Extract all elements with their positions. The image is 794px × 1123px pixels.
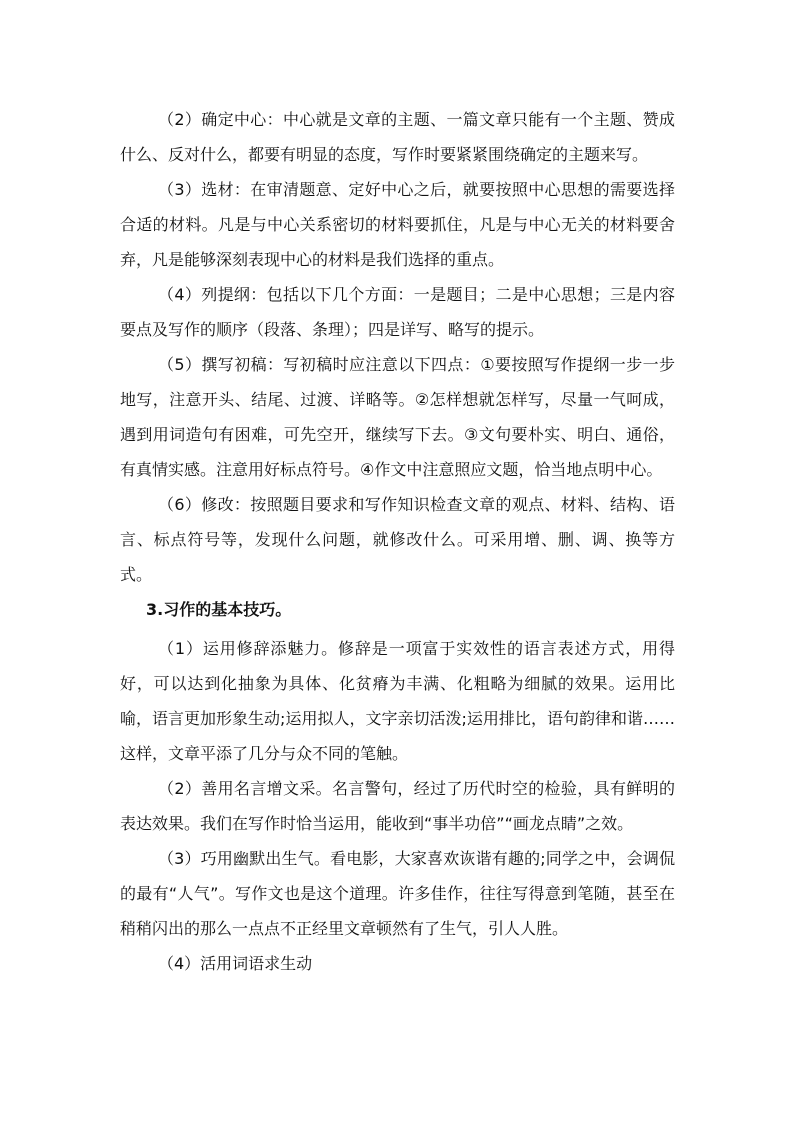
paragraph-determine-center: （2）确定中心：中心就是文章的主题、一篇文章只能有一个主题、赞成什么、反对什么，都要有明显的态度，写作时要紧紧围绕确定的主题来写。 bbox=[120, 110, 675, 164]
tip-humor: （3）巧用幽默出生气。看电影，大家喜欢诙谐有趣的;同学之中，会调侃的最有“人气”。写作文也是这个道理。许多佳作，往往写得意到笔随，甚至在稍稍闪出的那么一点点不正经里文章顿然有了生气，引人人胜。 bbox=[120, 849, 675, 938]
paragraph-revise: （6）修改：按照题目要求和写作知识检查文章的观点、材料、结构、语言、标点符号等，发现什么问题，就修改什么。可采用增、删、调、换等方式。 bbox=[120, 495, 675, 584]
tip-rhetoric: （1）运用修辞添魅力。修辞是一项富于实效性的语言表述方式，用得好，可以达到化抽象为具体、化贫瘠为丰满、化粗略为细腻的效果。运用比喻，语言更加形象生动;运用拟人，文字亲切活泼;运用排比，语句韵律和谐……这样，文章平添了几分与众不同的笔触。 bbox=[120, 639, 675, 763]
paragraph-outline: （4）列提纲：包括以下几个方面：一是题目；二是中心思想；三是内容要点及写作的顺序（段落、条理）；四是详写、略写的提示。 bbox=[120, 285, 675, 339]
tip-vivid-words: （4）活用词语求生动 bbox=[158, 954, 313, 973]
section-heading-techniques: 3.习作的基本技巧。 bbox=[146, 600, 292, 619]
paragraph-select-material: （3）选材：在审清题意、定好中心之后，就要按照中心思想的需要选择合适的材料。凡是与中心关系密切的材料要抓住，凡是与中心无关的材料要舍弃，凡是能够深刻表现中心的材料是我们选择的重点。 bbox=[120, 180, 675, 269]
paragraph-first-draft: （5）撰写初稿：写初稿时应注意以下四点：①要按照写作提纲一步一步地写，注意开头、结尾、过渡、详略等。②怎样想就怎样写，尽量一气呵成，遇到用词造句有困难，可先空开，继续写下去。③文句要朴实、明白、通俗，有真情实感。注意用好标点符号。④作文中注意照应文题，恰当地点明中心。 bbox=[120, 355, 675, 479]
document-body bbox=[120, 102, 675, 981]
tip-quotes: （2）善用名言增文采。名言警句，经过了历代时空的检验，具有鲜明的表达效果。我们在写作时恰当运用，能收到“事半功倍”“画龙点睛”之效。 bbox=[120, 779, 675, 833]
